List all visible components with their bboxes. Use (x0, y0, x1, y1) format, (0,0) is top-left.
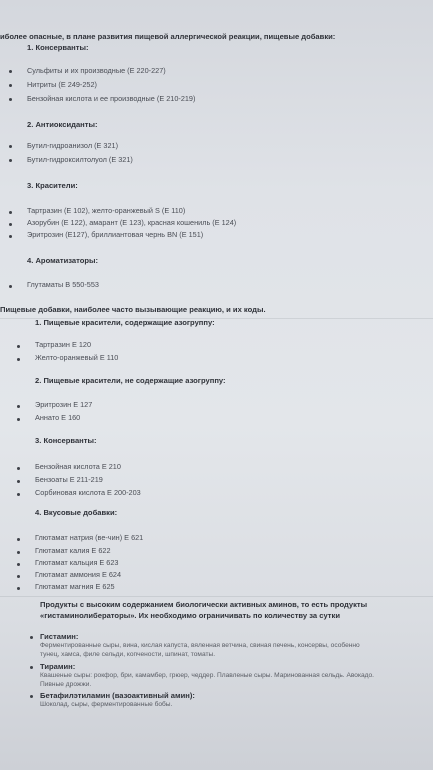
list-bullet (9, 159, 12, 162)
section-heading: 2. Антиоксиданты: (27, 120, 98, 129)
amine-description: Ферментированные сыры, вина, кислая капуста, вяленная ветчина, свиная печень, консервы, особенно (40, 642, 360, 649)
list-bullet (9, 98, 12, 101)
list-bullet (17, 467, 20, 470)
list-bullet (9, 84, 12, 87)
list-bullet (17, 563, 20, 566)
list-bullet (9, 223, 12, 226)
list-item: Глютамат кальция Е 623 (35, 558, 119, 567)
section-heading: 1. Консерванты: (27, 43, 89, 52)
list-bullet (17, 551, 20, 554)
list-item: Азорубин (Е 122), амарант (Е 123), красная кошениль (Е 124) (27, 218, 237, 227)
list-bullet (30, 636, 33, 639)
list-bullet (17, 405, 20, 408)
list-bullet (30, 666, 33, 669)
list-item: Бутил-гидроанизол (Е 321) (27, 141, 119, 150)
list-bullet (17, 587, 20, 590)
list-bullet (9, 211, 12, 214)
list-bullet (17, 358, 20, 361)
amine-heading: Бетафилэтиламин (вазоактивный амин): (40, 691, 195, 700)
list-item: Бензоаты Е 211-219 (35, 475, 103, 484)
list-item: Глютамат калия Е 622 (35, 546, 111, 555)
list-bullet (9, 70, 12, 73)
list-item: Аннато Е 160 (35, 413, 81, 422)
amines-intro-line: «гистаминолибераторы». Их необходимо ограничивать по количеству за сутки (40, 611, 340, 620)
list-item: Нитриты (Е 249-252) (27, 80, 97, 89)
list-item: Тартразин Е 120 (35, 340, 92, 349)
list-item: Глютамат аммония Е 624 (35, 570, 122, 579)
amine-description: Пивные дрожжи. (40, 681, 92, 688)
list-item: Желто-оранжевый Е 110 (35, 353, 119, 362)
list-bullet (17, 345, 20, 348)
doc-title: иболее опасные, в плане развития пищевой аллергической реакции, пищевые добавки: (0, 32, 336, 41)
doc-subtitle: Пищевые добавки, наиболее часто вызывающие реакцию, и их коды. (0, 305, 266, 314)
list-bullet (17, 493, 20, 496)
list-bullet (17, 538, 20, 541)
list-item: Глютамат натрия (ве-чин) Е 621 (35, 533, 144, 542)
list-item: Сорбиновая кислота Е 200-203 (35, 488, 141, 497)
list-bullet (9, 285, 12, 288)
section-heading: 3. Красители: (27, 181, 78, 190)
list-bullet (30, 695, 33, 698)
list-bullet (9, 145, 12, 148)
list-bullet (17, 480, 20, 483)
section-heading: 4. Ароматизаторы: (27, 256, 99, 265)
list-item: Глютамат магния Е 625 (35, 582, 115, 591)
list-bullet (9, 235, 12, 238)
list-item: Эритрозин Е 127 (35, 400, 93, 409)
list-item: Бензойная кислота и ее производные (Е 210-219) (27, 94, 196, 103)
amines-intro-line: Продукты с высоким содержанием биологически активных аминов, то есть продукты (40, 600, 368, 609)
list-item: Бутил-гидроксилтолуол (Е 321) (27, 155, 133, 164)
list-item: Сульфиты и их производные (Е 220-227) (27, 66, 166, 75)
amine-description: тунец, хамса, филе сельди, копчености, шпинат, томаты. (40, 651, 216, 658)
list-bullet (17, 575, 20, 578)
list-item: Эритрозин (Е127), бриллиантовая чернь BN (Е 151) (27, 230, 204, 239)
amine-heading: Гистамин: (40, 632, 79, 641)
section-heading: 2. Пищевые красители, не содержащие азогруппу: (35, 376, 226, 385)
amine-description: Шоколад, сыры, ферментированные бобы. (40, 701, 173, 708)
amine-heading: Тирамин: (40, 662, 76, 671)
list-item: Бензойная кислота Е 210 (35, 462, 121, 471)
list-item: Глутаматы В 550-553 (27, 280, 99, 289)
paper-fold (0, 596, 433, 597)
section-heading: 1. Пищевые красители, содержащие азогруппу: (35, 318, 215, 327)
amine-description: Квашеные сыры: рокфор, бри, камамбер, грюер, чеддер. Плавленые сыры. Маринованная сельдь. Авокадо. (40, 672, 374, 679)
list-item: Тартразин (Е 102), желто-оранжевый S (Е 110) (27, 206, 186, 215)
list-bullet (17, 418, 20, 421)
section-heading: 4. Вкусовые добавки: (35, 508, 118, 517)
section-heading: 3. Консерванты: (35, 436, 97, 445)
